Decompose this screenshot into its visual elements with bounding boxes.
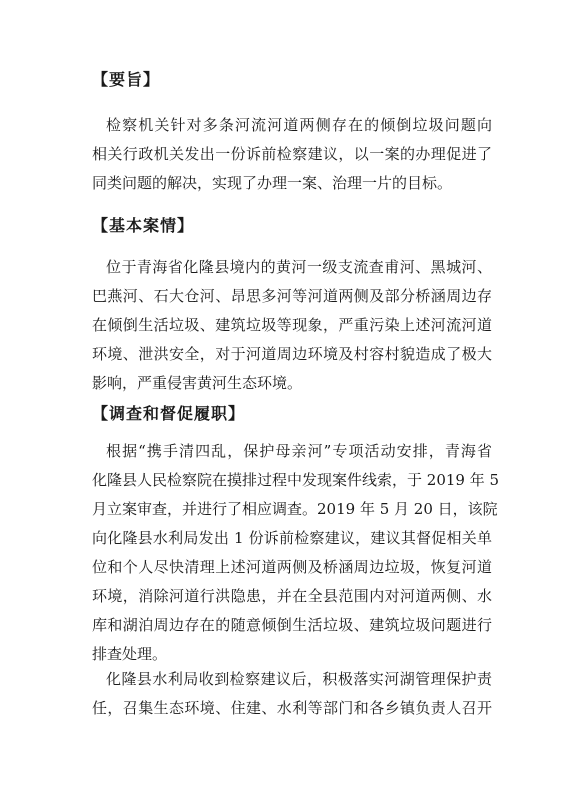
text-line: 环境，消除河道行洪隐患，并在全县范围内对河道两侧、水 (92, 587, 492, 605)
section-heading-gist: 【要旨】 (92, 70, 161, 89)
text-line: 位和个人尽快清理上述河道两侧及桥涵周边垃圾，恢复河道 (92, 558, 492, 576)
paragraph-investigation-2 (92, 665, 492, 723)
text-line: 向化隆县水利局发出 1 份诉前检察建议，建议其督促相关单 (92, 529, 492, 547)
section-heading-investigation: 【调查和督促履职】 (92, 404, 246, 423)
text-line: 位于青海省化隆县境内的黄河一级支流查甫河、黑城河、 (106, 258, 492, 276)
text-line: 巴燕河、石大仓河、昂思多河等河道两侧及部分桥涵周边存 (92, 287, 492, 305)
text-line: 根据“携手清四乱，保护母亲河”专项活动安排，青海省 (106, 442, 492, 460)
section-heading-basic-facts: 【基本案情】 (92, 216, 195, 235)
text-line: 化隆县水利局收到检察建议后，积极落实河湖管理保护责 (106, 670, 492, 688)
text-line: 在倾倒生活垃圾、建筑垃圾等现象，严重污染上述河流河道 (92, 316, 492, 334)
text-line: 环境、泄洪安全，对于河道周边环境及村容村貌造成了极大 (92, 345, 492, 363)
text-line: 排查处理。 (92, 645, 168, 663)
text-line: 任，召集生态环境、住建、水利等部门和各乡镇负责人召开 (92, 699, 492, 717)
text-line: 影响，严重侵害黄河生态环境。 (92, 374, 303, 392)
text-line: 同类问题的解决，实现了办理一案、治理一片的目标。 (92, 174, 453, 192)
text-line: 化隆县人民检察院在摸排过程中发现案件线索，于 2019 年 5 (92, 471, 500, 489)
text-line: 检察机关针对多条河流河道两侧存在的倾倒垃圾问题向 (106, 116, 492, 134)
paragraph-gist (92, 111, 492, 198)
paragraph-basic-facts (92, 253, 492, 398)
text-line: 月立案审查，并进行了相应调查。2019 年 5 月 20 日，该院 (92, 500, 498, 518)
text-line: 库和湖泊周边存在的随意倾倒生活垃圾、建筑垃圾问题进行 (92, 616, 492, 634)
text-line: 相关行政机关发出一份诉前检察建议，以一案的办理促进了 (92, 145, 492, 163)
paragraph-investigation-1 (92, 437, 500, 669)
